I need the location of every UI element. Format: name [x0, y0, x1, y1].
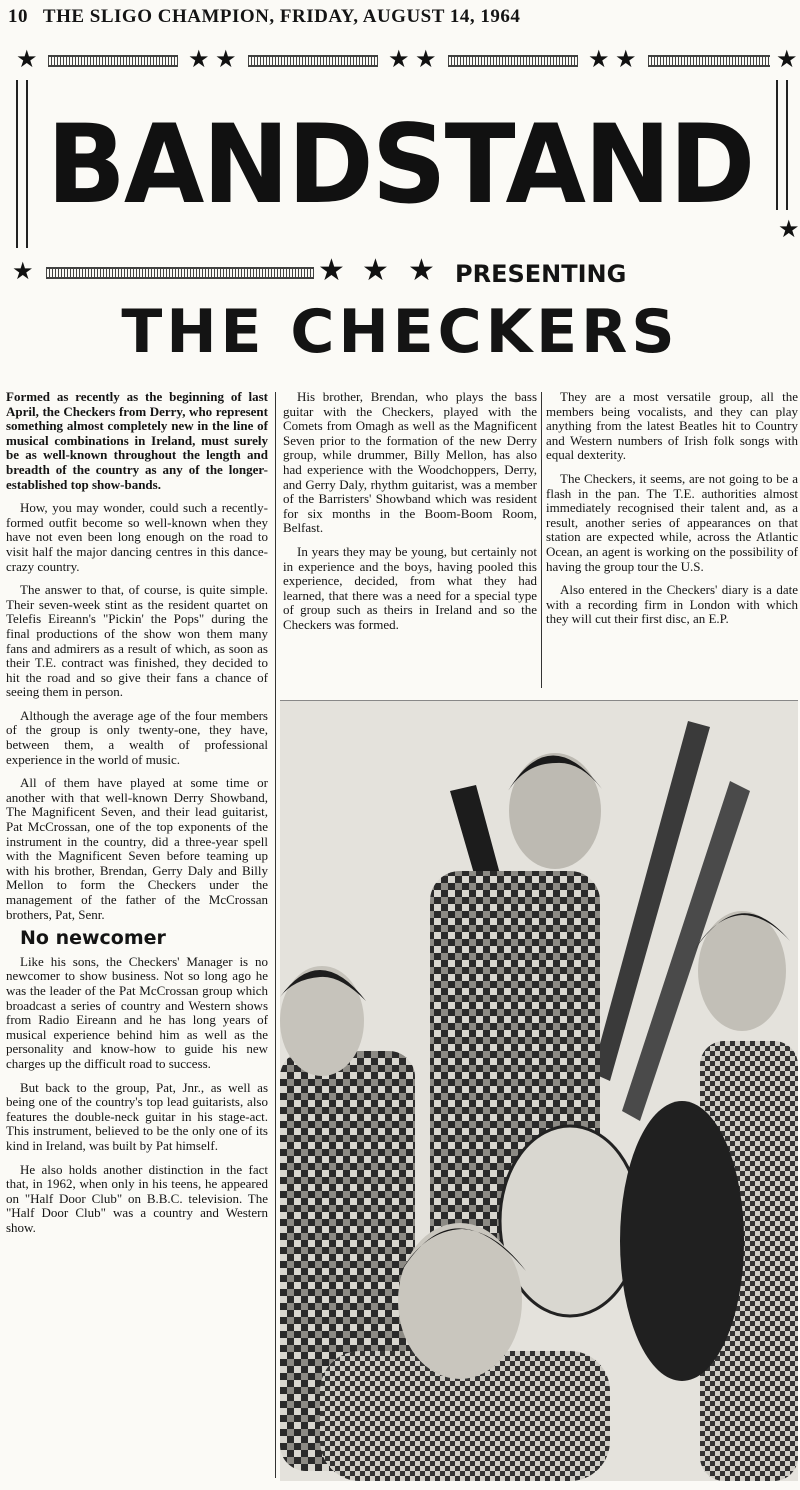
rule-line — [648, 55, 770, 67]
body-paragraph: They are a most versatile group, all the members being vocalists, and they can play anything from the latest Beatles hit to Country and Western numbers of Irish folk songs with equal dexterity. — [546, 389, 798, 463]
column-rule — [275, 392, 276, 1478]
star-icon: ★ — [318, 253, 345, 288]
body-paragraph: In years they may be young, but certainly not in experience and the boys, having pooled this experience, decided, from what they had learned, that there was a need for a special type of group such as theirs in Ireland and so the Checkers was formed. — [283, 543, 537, 632]
star-icon: ★ — [188, 45, 210, 73]
band-photograph — [280, 700, 798, 1481]
body-paragraph: All of them have played at some time or another with that well-known Derry Showband, The Magnificent Seven, and their lead guitarist, Pat McCrossan, one of the top exponents of the instrument in the country, did a three-year spell with the Magnificent Seven before teaming up with his brother, Brendan, Gerry Daly and Billy Mellon to form the Checkers under the management of the father of the McCrossan brothers, Pat, Senr. — [6, 775, 268, 922]
star-icon: ★ — [588, 45, 610, 73]
rule-line — [448, 55, 578, 67]
body-paragraph: He also holds another distinction in the fact that, in 1962, when only in his teens, he appeared on "Half Door Club" on B.B.C. television. The "Half Door Club" was a country and Western show. — [6, 1161, 268, 1235]
star-icon: ★ — [415, 45, 437, 73]
body-paragraph: His brother, Brendan, who plays the bass guitar with the Checkers, played with the Comets from Omagh as well as the Magnificent Seven prior to the formation of the new Derry group, while drummer, Billy Mellon, has also had experience with the Woodchoppers, Derry, and Gerry Daly, rhythm guitarist, was a member of the Barristers' Showband which was resident for six months in the Boom-Boom Room, Belfast. — [283, 389, 537, 536]
rule-line — [248, 55, 378, 67]
rule-line — [46, 267, 314, 279]
body-paragraph: The Checkers, it seems, are not going to be a flash in the pan. The T.E. authorities almost immediately recognised their talent and, as a result, another series of appearances on that station are expected while, across the Atlantic Ocean, an agent is working on the possibility of having the group tour the U.S. — [546, 470, 798, 574]
body-paragraph: Like his sons, the Checkers' Manager is no newcomer to show business. Not so long ago he was the leader of the Pat McCrossan group which broadcast a series of country and Western shows from Radio Eireann and he has long years of musical experience behind him as well as the personality and know-how to guide his new charges up the difficult road to success. — [6, 953, 268, 1071]
feature-title: THE CHECKERS — [121, 297, 679, 367]
newspaper-dateline: THE SLIGO CHAMPION, FRIDAY, AUGUST 14, 1964 — [42, 6, 521, 27]
star-icon: ★ — [362, 253, 389, 288]
folio-line — [8, 6, 568, 28]
rule-line — [48, 55, 178, 67]
body-paragraph: Also entered in the Checkers' diary is a date with a recording firm in London with which they will cut their first disc, an E.P. — [546, 582, 798, 627]
band-member-face — [509, 753, 601, 869]
star-icon: ★ — [16, 45, 38, 73]
lead-paragraph: Formed as recently as the beginning of last April, the Checkers from Derry, who represent something almost completely new in the line of musical combinations in Ireland, must surely be as well-known throughout the length and breadth of the country as any of the longer-established top show-bands. — [6, 389, 268, 492]
star-icon: ★ — [215, 45, 237, 73]
column-rule — [541, 392, 542, 688]
subheading: No newcomer — [20, 927, 166, 950]
body-paragraph: How, you may wonder, could such a recently-formed outfit become so well-known when they have not even been long enough on the road to visit half the major dancing centres in this dance-crazy country. — [6, 500, 268, 574]
star-icon: ★ — [615, 45, 637, 73]
body-paragraph: But back to the group, Pat, Jnr., as well as being one of the country's top lead guitarists, also features the double-neck guitar in his stage-act. This instrument, believed to be the only one of its kind in Ireland, was built by Pat himself. — [6, 1079, 268, 1153]
article-column-1 — [6, 390, 268, 1244]
body-paragraph: Although the average age of the four members of the group is only twenty-one, they have, between them, a wealth of professional experience in the world of music. — [6, 707, 268, 767]
body-paragraph: The answer to that, of course, is quite simple. Their seven-week stint as the resident quartet on Telefis Eireann's "Pickin' the Pops" during the final productions of the show won them many fans and admirers as a result of which, as soon as their T.E. contract was finished, they decided to hit the road and so give their fans a chance of seeing them in person. — [6, 582, 268, 700]
section-masthead: BANDSTAND — [46, 99, 754, 229]
presenting-label: PRESENTING — [455, 260, 627, 288]
page-number: 10 — [8, 6, 28, 27]
star-icon: ★ — [778, 215, 800, 243]
band-member-face — [398, 1223, 522, 1379]
star-icon: ★ — [408, 253, 435, 288]
article-column-2 — [283, 390, 537, 642]
star-icon: ★ — [12, 257, 34, 285]
star-icon: ★ — [776, 45, 798, 73]
guitar-body — [620, 1101, 744, 1381]
top-star-rule — [0, 46, 800, 72]
star-icon: ★ — [388, 45, 410, 73]
presenting-rule — [0, 253, 800, 288]
article-column-3 — [546, 390, 798, 636]
